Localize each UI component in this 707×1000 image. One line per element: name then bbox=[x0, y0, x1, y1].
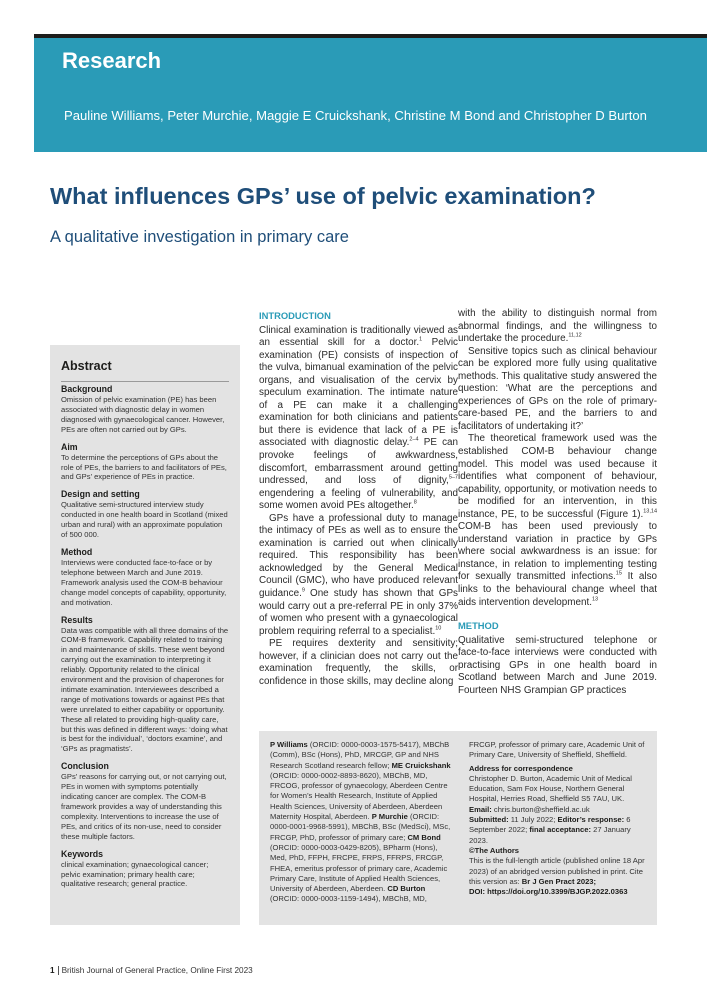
author-info-box bbox=[259, 731, 657, 925]
intro-paragraph-3-cont: with the ability to distinguish normal from abnormal findings, and the willingness to undertake the procedure.$^{11,12}$ bbox=[458, 308, 657, 345]
abstract-section-title: Design and setting bbox=[61, 489, 140, 500]
abstract-section-text: Omission of pelvic examination (PE) has been associated with diagnostic delay in women diagnosed with gynaecological cancer. However, PEs are often not carried out by GPs. bbox=[61, 395, 225, 434]
abstract-section-text: Data was compatible with all three domains of the COM-B framework. Capability related to training in and maintenance of skills. These went beyond carrying out the examination to interpreting it reliably. Opportunity related to the clinical environment and the provision of chaperones for intimate examination. Interviewees described a range of motivations towards or against PEs that were unrelated to either capability or opportunity. These all related to providing high-quality care, but this was defined in different ways: ‘doing what is best for the individual’, ‘doctors examine’, and ‘GPs as pragmatists’. bbox=[61, 625, 229, 754]
intro-paragraph-3: PE requires dexterity and sensitivity; however, if a clinician does not carry out the examination frequently, the skills, or confidence in those skills, may decline along bbox=[259, 638, 458, 687]
abstract-section-text: clinical examination; gynaecological cancer; pelvic examination; primary health care; qualitative research; general practice. bbox=[61, 859, 209, 889]
correspondence-address: Christopher D. Burton, Academic Unit of Medical Education, Sam Fox House, Northern General Hospital, Herries Road, Sheffield S5 7AU, UK. bbox=[469, 773, 632, 804]
page-footer bbox=[50, 966, 253, 975]
abstract-section-title: Aim bbox=[61, 441, 78, 452]
citation-note: This is the full-length article (published online 18 Apr 2023) of an abridged version published in print. Cite this version as: Br J Gen Pract 2023; bbox=[469, 856, 645, 886]
header-banner bbox=[34, 38, 707, 152]
author-info-left: P Williams (ORCID: 0000-0003-1575-5417), MBChB (Comm), BSc (Hons), PhD, MRCGP, GP and NHS Research Scotland research fellow; ME Cruickshank (ORCID: 0000-0002-8893-8620), MBChB, MD, FRCOG, professor of gynaecology, Aberdeen Centre for Women’s Health Research, Institute of Applied Health Sciences, University of Aberdeen, Aberdeen Maternity Hospital, Aberdeen. P Murchie (ORCID: 0000-0001-9968-5991), MBChB, BSc (MedSci), MSc, FRCGP, PhD, professor of primary care; CM Bond (ORCID: 0000-0003-0429-8205), BPharm (Hons), Med, PhD, FFPH, FRCPE, FRPS, FFRPS, FRCGP, FHEA, emeritus professor of primary care, Academic Primary Care, Institute of Applied Health Sciences, University of Aberdeen, Aberdeen. CD Burton (ORCID: 0000-0003-1159-1494), MBChB, MD, bbox=[270, 740, 451, 904]
body-column-1 bbox=[259, 310, 458, 688]
section-label: Research bbox=[62, 48, 162, 73]
abstract-section-title: Background bbox=[61, 384, 113, 394]
author-list: Pauline Williams, Peter Murchie, Maggie E Cruickshank, Christine M Bond and Christopher D Burton bbox=[64, 108, 647, 123]
submission-dates: Submitted: 11 July 2022; Editor’s response: 6 September 2022; final acceptance: 27 January 2023. bbox=[469, 815, 631, 845]
article-subtitle: A qualitative investigation in primary care bbox=[50, 228, 349, 246]
abstract-section-text: To determine the perceptions of GPs about the role of PEs, the barriers to and facilitators of PEs, and GPs’ experience of PEs in practice. bbox=[61, 452, 227, 482]
intro-paragraph-2: GPs have a professional duty to manage the intimacy of PEs as well as to ensure the examination is carried out when clinically required. This responsibility has been acknowledged by the General Medical Council (GMC), who have produced relevant guidance.$^9$ One study has shown that GPs would carry out a pre-referral PE in only 37% of women who present with a gynaecological problem requiring referral to a specialist.$^{10}$ bbox=[259, 512, 458, 637]
author-info-right bbox=[469, 740, 649, 897]
intro-paragraph-1: Clinical examination is traditionally viewed as an essential skill for a doctor.$^1$ Pelvic examination (PE) consists of inspection of the vulva, bimanual examination of the pelvic organs, and visualisation of the cervix by speculum examination. The intimate nature of a PE can make it a challenging examination for both clinicians and patients but there is evidence that lack of a PE is associated with diagnostic delay.$^{2-4}$ PE can provoke feelings of awkwardness, discomfort, embarrassment around getting undressed, and loss of dignity,$^{5-7}$ engendering a feeling of vulnerability, and some women avoid PEs altogether.$^8$ bbox=[259, 324, 458, 512]
journal-name: British Journal of General Practice, Online First 2023 bbox=[61, 966, 253, 975]
abstract-divider bbox=[61, 381, 229, 382]
method-heading: METHOD bbox=[458, 620, 499, 632]
abstract-section-title: Conclusion bbox=[61, 761, 109, 772]
abstract-section-title: Method bbox=[61, 546, 93, 557]
copyright-line: ©The Authors bbox=[469, 845, 520, 855]
method-paragraph-1: Qualitative semi-structured telephone or face-to-face interviews were conducted with practising GPs in one health board in Scotland between March and June 2019. Fourteen NHS Grampian GP practices bbox=[458, 634, 657, 696]
abstract-heading: Abstract bbox=[61, 359, 112, 373]
intro-paragraph-5: The theoretical framework used was the established COM-B behaviour change model. This model was used because it identifies what component of behaviour, capability, opportunity, or motivation needs to be modified for an intervention, in this instance, PE, to be successful (Figure 1).$^{13,14}$ COM-B has been used previously to understand variation in practice by GPs where social awkwardness is an issue: for instance, in relation to implementing testing for sexually transmitted infections.$^{15}$ It also links to the behavioural change wheel that aids intervention development.$^{13}$ bbox=[458, 433, 657, 608]
correspondence-label: Address for correspondence bbox=[469, 763, 573, 773]
abstract-section-text: Qualitative semi-structured interview study conducted in one health board in Scotland (mixed urban and rural) with an approximate population of 500 000. bbox=[61, 500, 228, 540]
correspondence-email[interactable]: Email: chris.burton@sheffield.ac.uk bbox=[469, 804, 590, 814]
abstract-section-text: Interviews were conducted face-to-face or by telephone between March and June 2019. Framework analysis used the COM-B behaviour change model concepts of capability, opportunity, and motivation. bbox=[61, 557, 227, 607]
abstract-section-title: Keywords bbox=[61, 848, 104, 859]
abstract-section-text: GPs’ reasons for carrying out, or not carrying out, PEs in women with symptoms potentially indicating cancer are complex. The COM-B framework provides a way of understanding this complexity. Interventions to increase the use of PEs, and critics of its non-use, need to consider these multiple factors. bbox=[61, 772, 227, 841]
author-affiliation-cont: FRCGP, professor of primary care, Academic Unit of Primary Care, University of Sheffield, Sheffield. bbox=[469, 740, 645, 760]
doi-link[interactable]: DOI: https://doi.org/10.3399/BJGP.2022.0363 bbox=[469, 887, 628, 897]
intro-paragraph-4: Sensitive topics such as clinical behaviour can be explored more fully using qualitative methods. This qualitative study answered the question: ‘What are the perceptions and experiences of GPs on the role of primary-care-based PE, and the barriers to and facilitators of undertaking it?’ bbox=[458, 345, 657, 432]
abstract-box bbox=[50, 345, 240, 925]
abstract-section-title: Results bbox=[61, 614, 93, 625]
introduction-heading: INTRODUCTION bbox=[259, 310, 331, 321]
article-title: What influences GPs’ use of pelvic examination? bbox=[50, 183, 596, 209]
body-column-2 bbox=[458, 308, 657, 697]
page-number: 1 bbox=[50, 966, 59, 975]
